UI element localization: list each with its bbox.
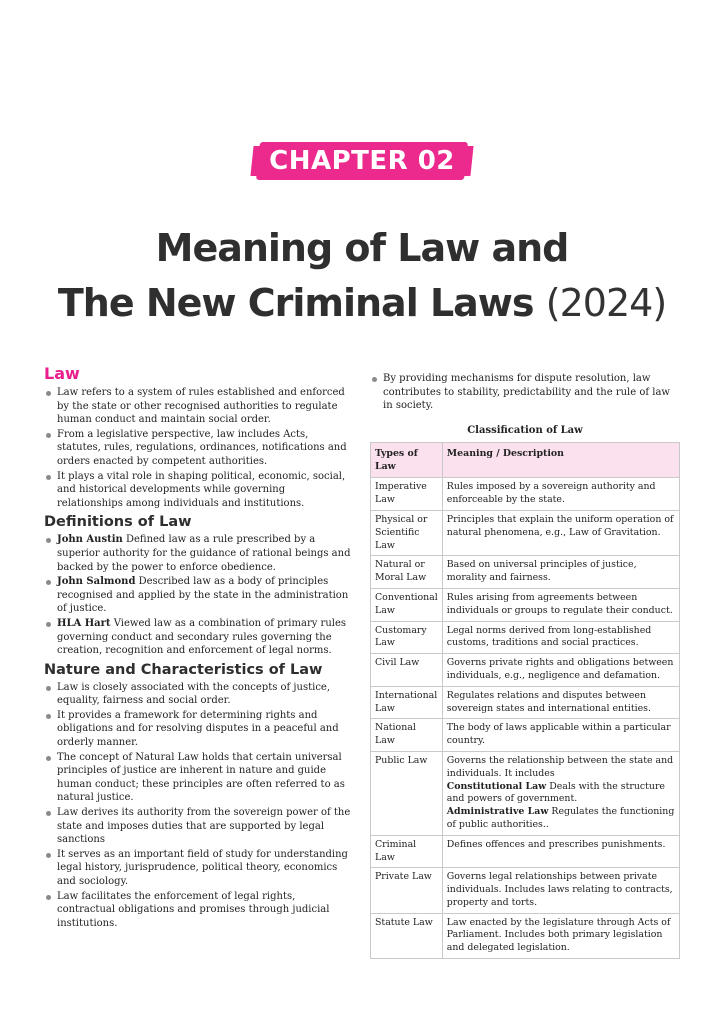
nature-bullet-list: [44, 681, 354, 931]
section-heading-law: Law: [44, 364, 80, 383]
law-description: Based on universal principles of justice, morality and fairness.: [442, 556, 679, 589]
definition-text: Described law as a body of principles recognised and applied by the state in the administration of justice.: [57, 576, 349, 615]
law-type: Civil Law: [371, 654, 443, 687]
law-type: Private Law: [371, 868, 443, 913]
list-item: [44, 617, 354, 658]
column-header-type: Types of Law: [371, 442, 443, 478]
law-description: Legal norms derived from long-established customs, traditions and social practices.: [442, 621, 679, 654]
definition-author: HLA Hart: [57, 617, 111, 629]
law-type: Imperative Law: [371, 478, 443, 511]
right-bullet-list: [370, 372, 680, 413]
list-item: The concept of Natural Law holds that certain universal principles of justice are inherent in nature and guide human conduct; these principles are often referred to as natural justice.: [44, 751, 354, 805]
law-description: [442, 751, 679, 835]
list-item: From a legislative perspective, law includes Acts, statutes, rules, regulations, ordinances, notifications and orders enacted by competent authorities.: [44, 428, 354, 469]
law-description: Rules arising from agreements between individuals or groups to regulate their conduct.: [442, 588, 679, 621]
table-row: [371, 868, 680, 913]
law-type: Conventional Law: [371, 588, 443, 621]
table-row: [371, 719, 680, 752]
sub-law-name: Administrative Law: [446, 806, 549, 818]
definition-author: John Austin: [57, 534, 123, 546]
table-row: [371, 588, 680, 621]
law-type: Criminal Law: [371, 835, 443, 868]
table-row: [371, 556, 680, 589]
table-row: [371, 654, 680, 687]
law-description: Defines offences and prescribes punishments.: [442, 835, 679, 868]
table-row: [371, 510, 680, 555]
law-description: Regulates relations and disputes between sovereign states and international entities.: [442, 686, 679, 719]
left-column: [44, 364, 354, 931]
law-bullet-list: [44, 386, 354, 510]
definition-text: Viewed law as a combination of primary rules governing conduct and secondary rules governing the creation, recognition and enforcement of legal norms.: [57, 617, 347, 657]
page-title-main: The New Criminal Laws: [57, 281, 534, 325]
definitions-list: [44, 533, 354, 657]
table-row: [371, 913, 680, 958]
law-type: Physical or Scientific Law: [371, 510, 443, 555]
chapter-label: CHAPTER 02: [269, 146, 455, 176]
table-row: [371, 686, 680, 719]
list-item: By providing mechanisms for dispute resolution, law contributes to stability, predictability and the rule of law in society.: [370, 372, 680, 413]
table-row: [371, 835, 680, 868]
table-row: [371, 478, 680, 511]
list-item: It plays a vital role in shaping political, economic, social, and historical developments while governing relationships among individuals and institutions.: [44, 470, 354, 511]
law-description: Governs private rights and obligations between individuals, e.g., negligence and defamation.: [442, 654, 679, 687]
list-item: Law facilitates the enforcement of legal rights, contractual obligations and promises through judicial institutions.: [44, 890, 354, 931]
definition-text: Defined law as a rule prescribed by a superior authority for the guidance of rational beings and backed by the power to enforce obedience.: [57, 534, 351, 573]
law-description: Law enacted by the legislature through Acts of Parliament. Includes both primary legislation and delegated legislation.: [442, 913, 679, 958]
list-item: [44, 575, 354, 616]
page-title-year: (2024): [545, 281, 667, 325]
law-description: Principles that explain the uniform operation of natural phenomena, e.g., Law of Gravitation.: [442, 510, 679, 555]
law-description: The body of laws applicable within a particular country.: [442, 719, 679, 752]
sub-law-text: Regulates the functioning of public authorities..: [446, 806, 675, 830]
table-header-row: [371, 442, 680, 478]
table-caption: Classification of Law: [467, 424, 583, 436]
list-item: Law derives its authority from the sovereign power of the state and imposes duties that are supported by legal sanctions: [44, 806, 354, 847]
list-item: Law is closely associated with the concepts of justice, equality, fairness and social order.: [44, 681, 354, 708]
law-type: Natural or Moral Law: [371, 556, 443, 589]
classification-table: [370, 442, 680, 959]
law-type: Public Law: [371, 751, 443, 835]
right-column: [370, 372, 680, 959]
list-item: It serves as an important field of study for understanding legal history, jurisprudence, political theory, economics and sociology.: [44, 848, 354, 889]
sub-law-text: Deals with the structure and powers of government.: [446, 780, 665, 805]
sub-law-name: Constitutional Law: [446, 780, 547, 792]
section-heading-definitions: Definitions of Law: [44, 514, 192, 531]
law-description: Governs legal relationships between private individuals. Includes laws relating to contracts, property and torts.: [442, 868, 679, 913]
law-type: International Law: [371, 686, 443, 719]
table-row: [371, 751, 680, 835]
table-row: [371, 621, 680, 654]
page-title-line1: Meaning of Law and: [155, 226, 569, 270]
section-heading-nature: Nature and Characteristics of Law: [44, 661, 323, 678]
list-item: Law refers to a system of rules established and enforced by the state or other recognised authorities to regulate human conduct and maintain social order.: [44, 386, 354, 427]
law-type: Statute Law: [371, 913, 443, 958]
definition-author: John Salmond: [57, 576, 136, 588]
list-item: It provides a framework for determining rights and obligations and for resolving disputes in a peaceful and orderly manner.: [44, 709, 354, 750]
law-type: Customary Law: [371, 621, 443, 654]
page-title-line2: [0, 281, 724, 325]
column-header-description: Meaning / Description: [442, 442, 679, 478]
law-description: Rules imposed by a sovereign authority and enforceable by the state.: [442, 478, 679, 511]
law-type: National Law: [371, 719, 443, 752]
list-item: [44, 533, 354, 574]
law-description-text: Governs the relationship between the state and individuals. It includes: [446, 754, 674, 779]
